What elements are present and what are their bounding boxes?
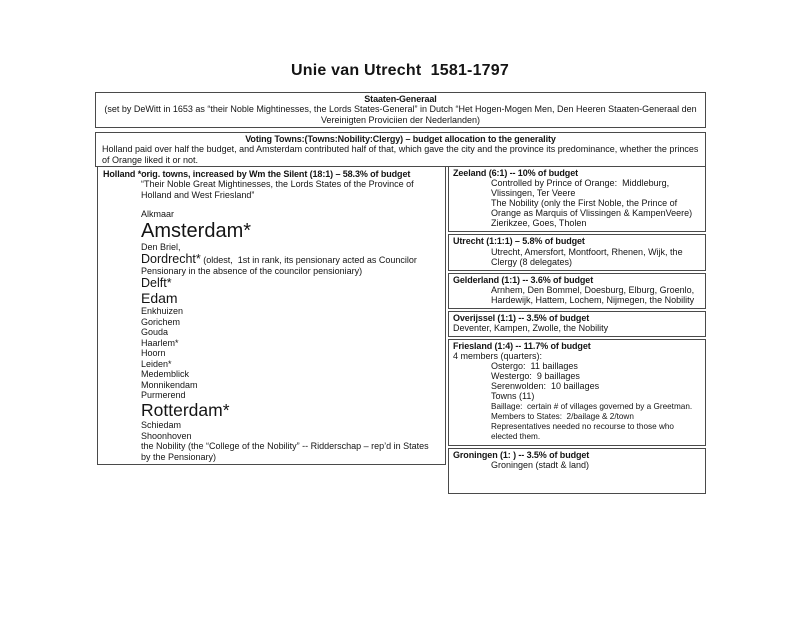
province-line: Zierikzee, Goes, Tholen [491, 218, 587, 229]
voting-towns-body: Holland paid over half the budget, and Amsterdam contributed half of that, which gave the city and the province its predominance, whether the princes of Orange liked it or not. [102, 144, 701, 165]
town-item [141, 441, 440, 462]
province-line: Towns (11) [491, 391, 535, 402]
page-title: Unie van Utrecht 1581-1797 [291, 62, 509, 79]
town-item [141, 327, 440, 338]
town-name: Monnikendam [141, 379, 198, 390]
town-item [141, 348, 440, 359]
province-line: Westergo: 9 baillages [491, 371, 580, 382]
province-heading: Gelderland (1:1) -- 3.6% of budget [453, 274, 594, 285]
town-item [141, 338, 440, 349]
holland-heading: Holland *orig. towns, increased by Wm the Silent (18:1) – 58.3% of budget [103, 169, 411, 179]
province-heading: Overijssel (1:1) -- 3.5% of budget [453, 312, 590, 323]
province-heading: Zeeland (6:1) -- 10% of budget [453, 168, 579, 178]
province-line: Ostergo: 11 baillages [491, 361, 578, 372]
town-name: the Nobility (the “College of the Nobility” -- Ridderschap – rep’d in States by the Pensionary) [141, 441, 432, 462]
province-box-friesland [448, 339, 706, 445]
province-line: The Nobility (only the First Noble, the Prince of Orange as Marquis of Vlissingen & KampenVeere) [491, 198, 693, 219]
province-box-overijssel [448, 311, 706, 337]
province-line: Utrecht, Amersfort, Montfoort, Rhenen, Wijk, the Clergy (8 delegates) [491, 246, 686, 267]
voting-towns-box [95, 132, 706, 167]
province-heading: Groningen (1: ) -- 3.5% of budget [453, 449, 590, 460]
holland-town-list [103, 209, 440, 462]
province-line: Arnhem, Den Bommel, Doesburg, Elburg, Groenlo, Hardewijk, Hattem, Lochem, Nijmegen, the Nobility [491, 284, 697, 305]
province-column [448, 166, 706, 494]
town-name: Edam [141, 289, 178, 306]
province-box-zeeland [448, 166, 706, 232]
province-note: Representatives needed no recourse to those who elected them. [491, 421, 677, 441]
province-box-gelderland [448, 273, 706, 309]
town-item [141, 359, 440, 370]
town-item [141, 209, 440, 220]
town-name: Haarlem* [141, 337, 179, 348]
province-note: Members to States: 2/bailage & 2/town [491, 411, 634, 421]
town-name: Gorichem [141, 316, 181, 327]
town-item [141, 420, 440, 431]
town-name: Shoonhoven [141, 430, 192, 441]
town-name: Enkhuizen [141, 306, 184, 317]
province-box-holland [97, 166, 446, 465]
town-item [141, 380, 440, 391]
town-item [141, 220, 440, 242]
town-name: Den Briel, [141, 242, 181, 253]
voting-towns-heading: Voting Towns:(Towns:Nobility:Clergy) – budget allocation to the generality [245, 134, 556, 144]
town-name: Gouda [141, 327, 169, 338]
town-item [141, 369, 440, 380]
province-heading: Utrecht (1:1:1) – 5.8% of budget [453, 236, 585, 247]
town-item [141, 431, 440, 442]
province-box-groningen [448, 448, 706, 494]
town-name: Schiedam [141, 420, 182, 431]
staaten-generaal-body: (set by DeWitt in 1653 as “their Noble Mightinesses, the Lords States-General” in Dutch “Het Hogen-Mogen Men, Den Heeren Staaten-Generaal den Vereinigten Proviciien der Nederlanden) [104, 104, 700, 125]
town-name: Amsterdam* [141, 219, 252, 242]
province-line: Controlled by Prince of Orange: Middleburg, Vlissingen, Ter Veere [491, 178, 672, 199]
town-name: Medemblick [141, 369, 190, 380]
province-line: Serenwolden: 10 baillages [491, 381, 600, 392]
province-line: Deventer, Kampen, Zwolle, the Nobility [453, 323, 609, 334]
province-note: Baillage: certain # of villages governed by a Greetman. [491, 401, 693, 411]
town-name: Dordrecht* [141, 251, 201, 266]
town-name: Delft* [141, 275, 172, 290]
town-name: Leiden* [141, 358, 172, 369]
town-item [141, 277, 440, 291]
province-box-utrecht [448, 234, 706, 270]
staaten-generaal-heading: Staaten-Generaal [364, 94, 437, 104]
town-item [141, 317, 440, 328]
province-line: Groningen (stadt & land) [491, 459, 590, 470]
holland-subtitle: “Their Noble Great Mightinesses, the Lords States of the Province of Holland and West Friesland” [141, 179, 417, 200]
town-name: Alkmaar [141, 209, 175, 220]
town-item [141, 401, 440, 420]
staaten-generaal-box [95, 92, 706, 128]
province-heading: Friesland (1:4) -- 11.7% of budget [453, 341, 591, 352]
province-line: 4 members (quarters): [453, 351, 543, 362]
town-name: Rotterdam* [141, 399, 230, 420]
town-item [141, 253, 440, 277]
town-name: Hoorn [141, 348, 166, 359]
town-name: Purmerend [141, 390, 186, 401]
town-item [141, 306, 440, 317]
town-item [141, 291, 440, 307]
town-note: (oldest, 1st in rank, its pensionary acted as Councilor Pensionary in the absence of the councilor pensioniary) [141, 254, 420, 277]
